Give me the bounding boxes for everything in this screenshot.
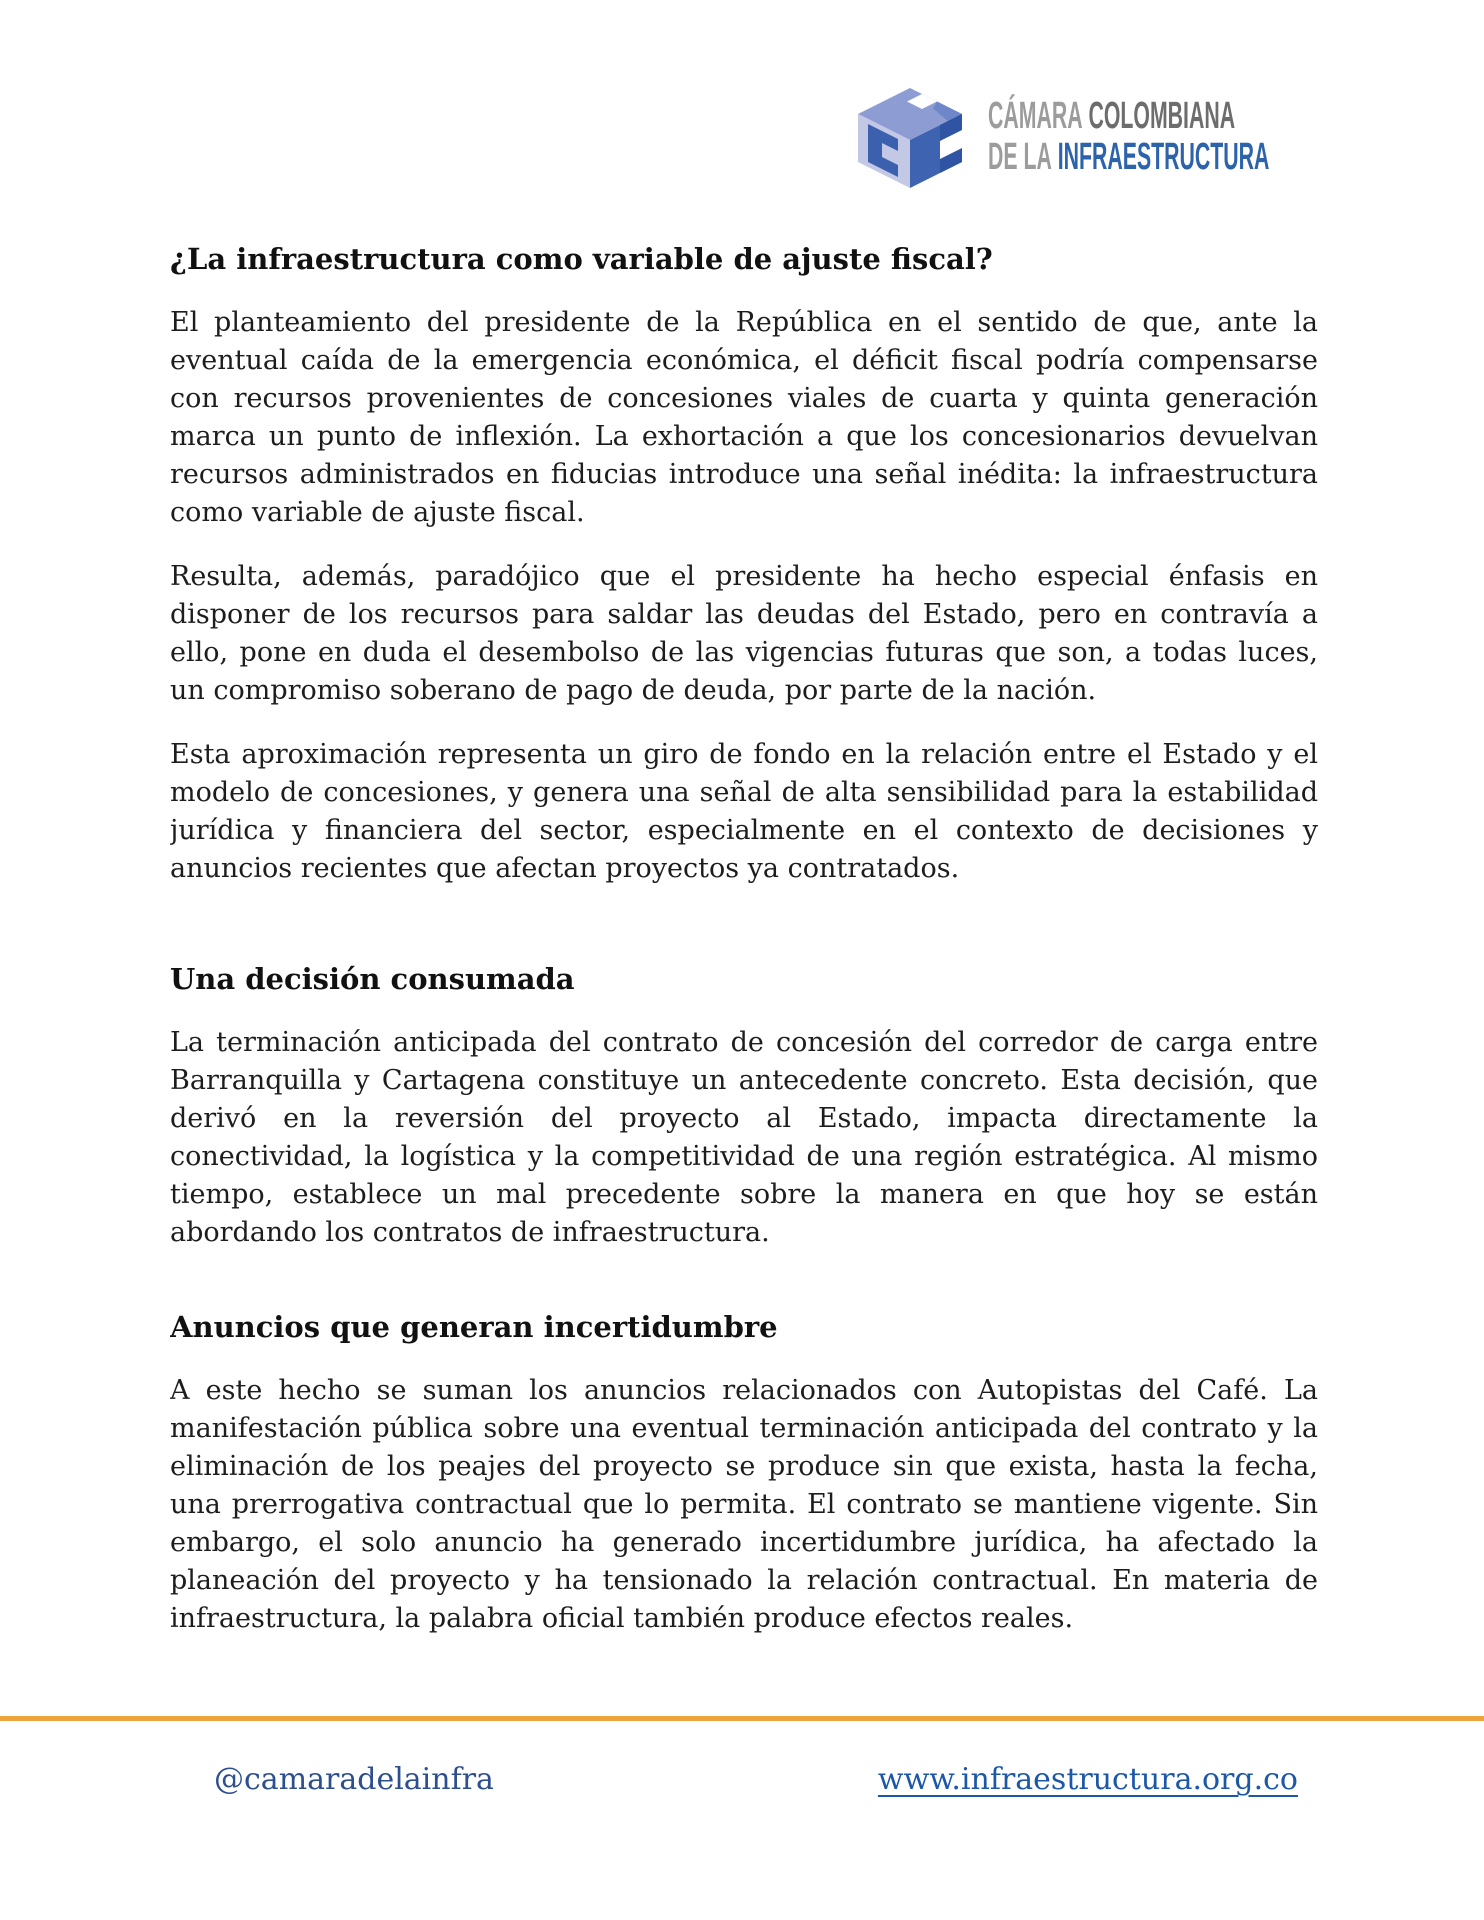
paragraph: El planteamiento del presidente de la República en el sentido de que, ante la eventual caída de la emergencia económica, el déficit fiscal podría compensarse con recursos provenientes de concesiones viales de cuarta y quinta generación marca un punto de inflexión. La exhortación a que los concesionarios devuelvan recursos administrados en fiducias introduce una señal inédita: la infraestructura como variable de ajuste fiscal. bbox=[170, 307, 1318, 528]
footer-divider bbox=[0, 1716, 1484, 1721]
section-decision-consumada bbox=[170, 960, 1318, 1252]
paragraph: A este hecho se suman los anuncios relacionados con Autopistas del Café. La manifestación pública sobre una eventual terminación anticipada del contrato y la eliminación de los peajes del proyecto se produce sin que exista, hasta la fecha, una prerrogativa contractual que lo permita. El contrato se mantiene vigente. Sin embargo, el solo anuncio ha generado incertidumbre jurídica, ha afectado la planeación del proyecto y ha tensionado la relación contractual. En materia de infraestructura, la palabra oficial también produce efectos reales. bbox=[170, 1375, 1318, 1634]
cci-logo bbox=[851, 84, 1270, 190]
paragraph: Esta aproximación representa un giro de fondo en la relación entre el Estado y el modelo de concesiones, y genera una señal de alta sensibilidad para la estabilidad jurídica y financiera del sector, especialmente en el contexto de decisiones y anuncios recientes que afectan proyectos ya contratados. bbox=[170, 739, 1318, 884]
section-ajuste-fiscal bbox=[170, 240, 1318, 888]
section-heading: ¿La infraestructura como variable de ajuste fiscal? bbox=[170, 242, 993, 276]
logo-wordmark bbox=[988, 96, 1484, 178]
logo-word-camara: CÁMARA bbox=[988, 95, 1083, 137]
social-handle: @camaradelainfra bbox=[214, 1762, 494, 1797]
website-link[interactable]: www.infraestructura.org.co bbox=[877, 1762, 1298, 1797]
logo-word-dela: DE LA bbox=[988, 136, 1052, 178]
page-footer bbox=[0, 1762, 1484, 1797]
document-body bbox=[170, 0, 1318, 1706]
logo-word-infraestructura: INFRAESTRUCTURA bbox=[1057, 136, 1270, 178]
paragraph: Resulta, además, paradójico que el presidente ha hecho especial énfasis en disponer de los recursos para saldar las deudas del Estado, pero en contravía a ello, pone en duda el desembolso de las vigencias futuras que son, a todas luces, un compromiso soberano de pago de deuda, por parte de la nación. bbox=[170, 561, 1318, 706]
logo-line-2 bbox=[988, 137, 1269, 178]
logo-word-colombiana: COLOMBIANA bbox=[1088, 95, 1236, 137]
section-heading: Una decisión consumada bbox=[170, 962, 575, 996]
section-heading: Anuncios que generan incertidumbre bbox=[170, 1310, 778, 1344]
logo-line-1 bbox=[988, 96, 1269, 137]
paragraph: La terminación anticipada del contrato de concesión del corredor de carga entre Barranquilla y Cartagena constituye un antecedente concreto. Esta decisión, que derivó en la reversión del proyecto al Estado, impacta directamente la conectividad, la logística y la competitividad de una región estratégica. Al mismo tiempo, establece un mal precedente sobre la manera en que hoy se están abordando los contratos de infraestructura. bbox=[170, 1027, 1318, 1248]
cci-cube-logo-icon bbox=[851, 84, 969, 190]
section-anuncios-incertidumbre bbox=[170, 1308, 1318, 1638]
